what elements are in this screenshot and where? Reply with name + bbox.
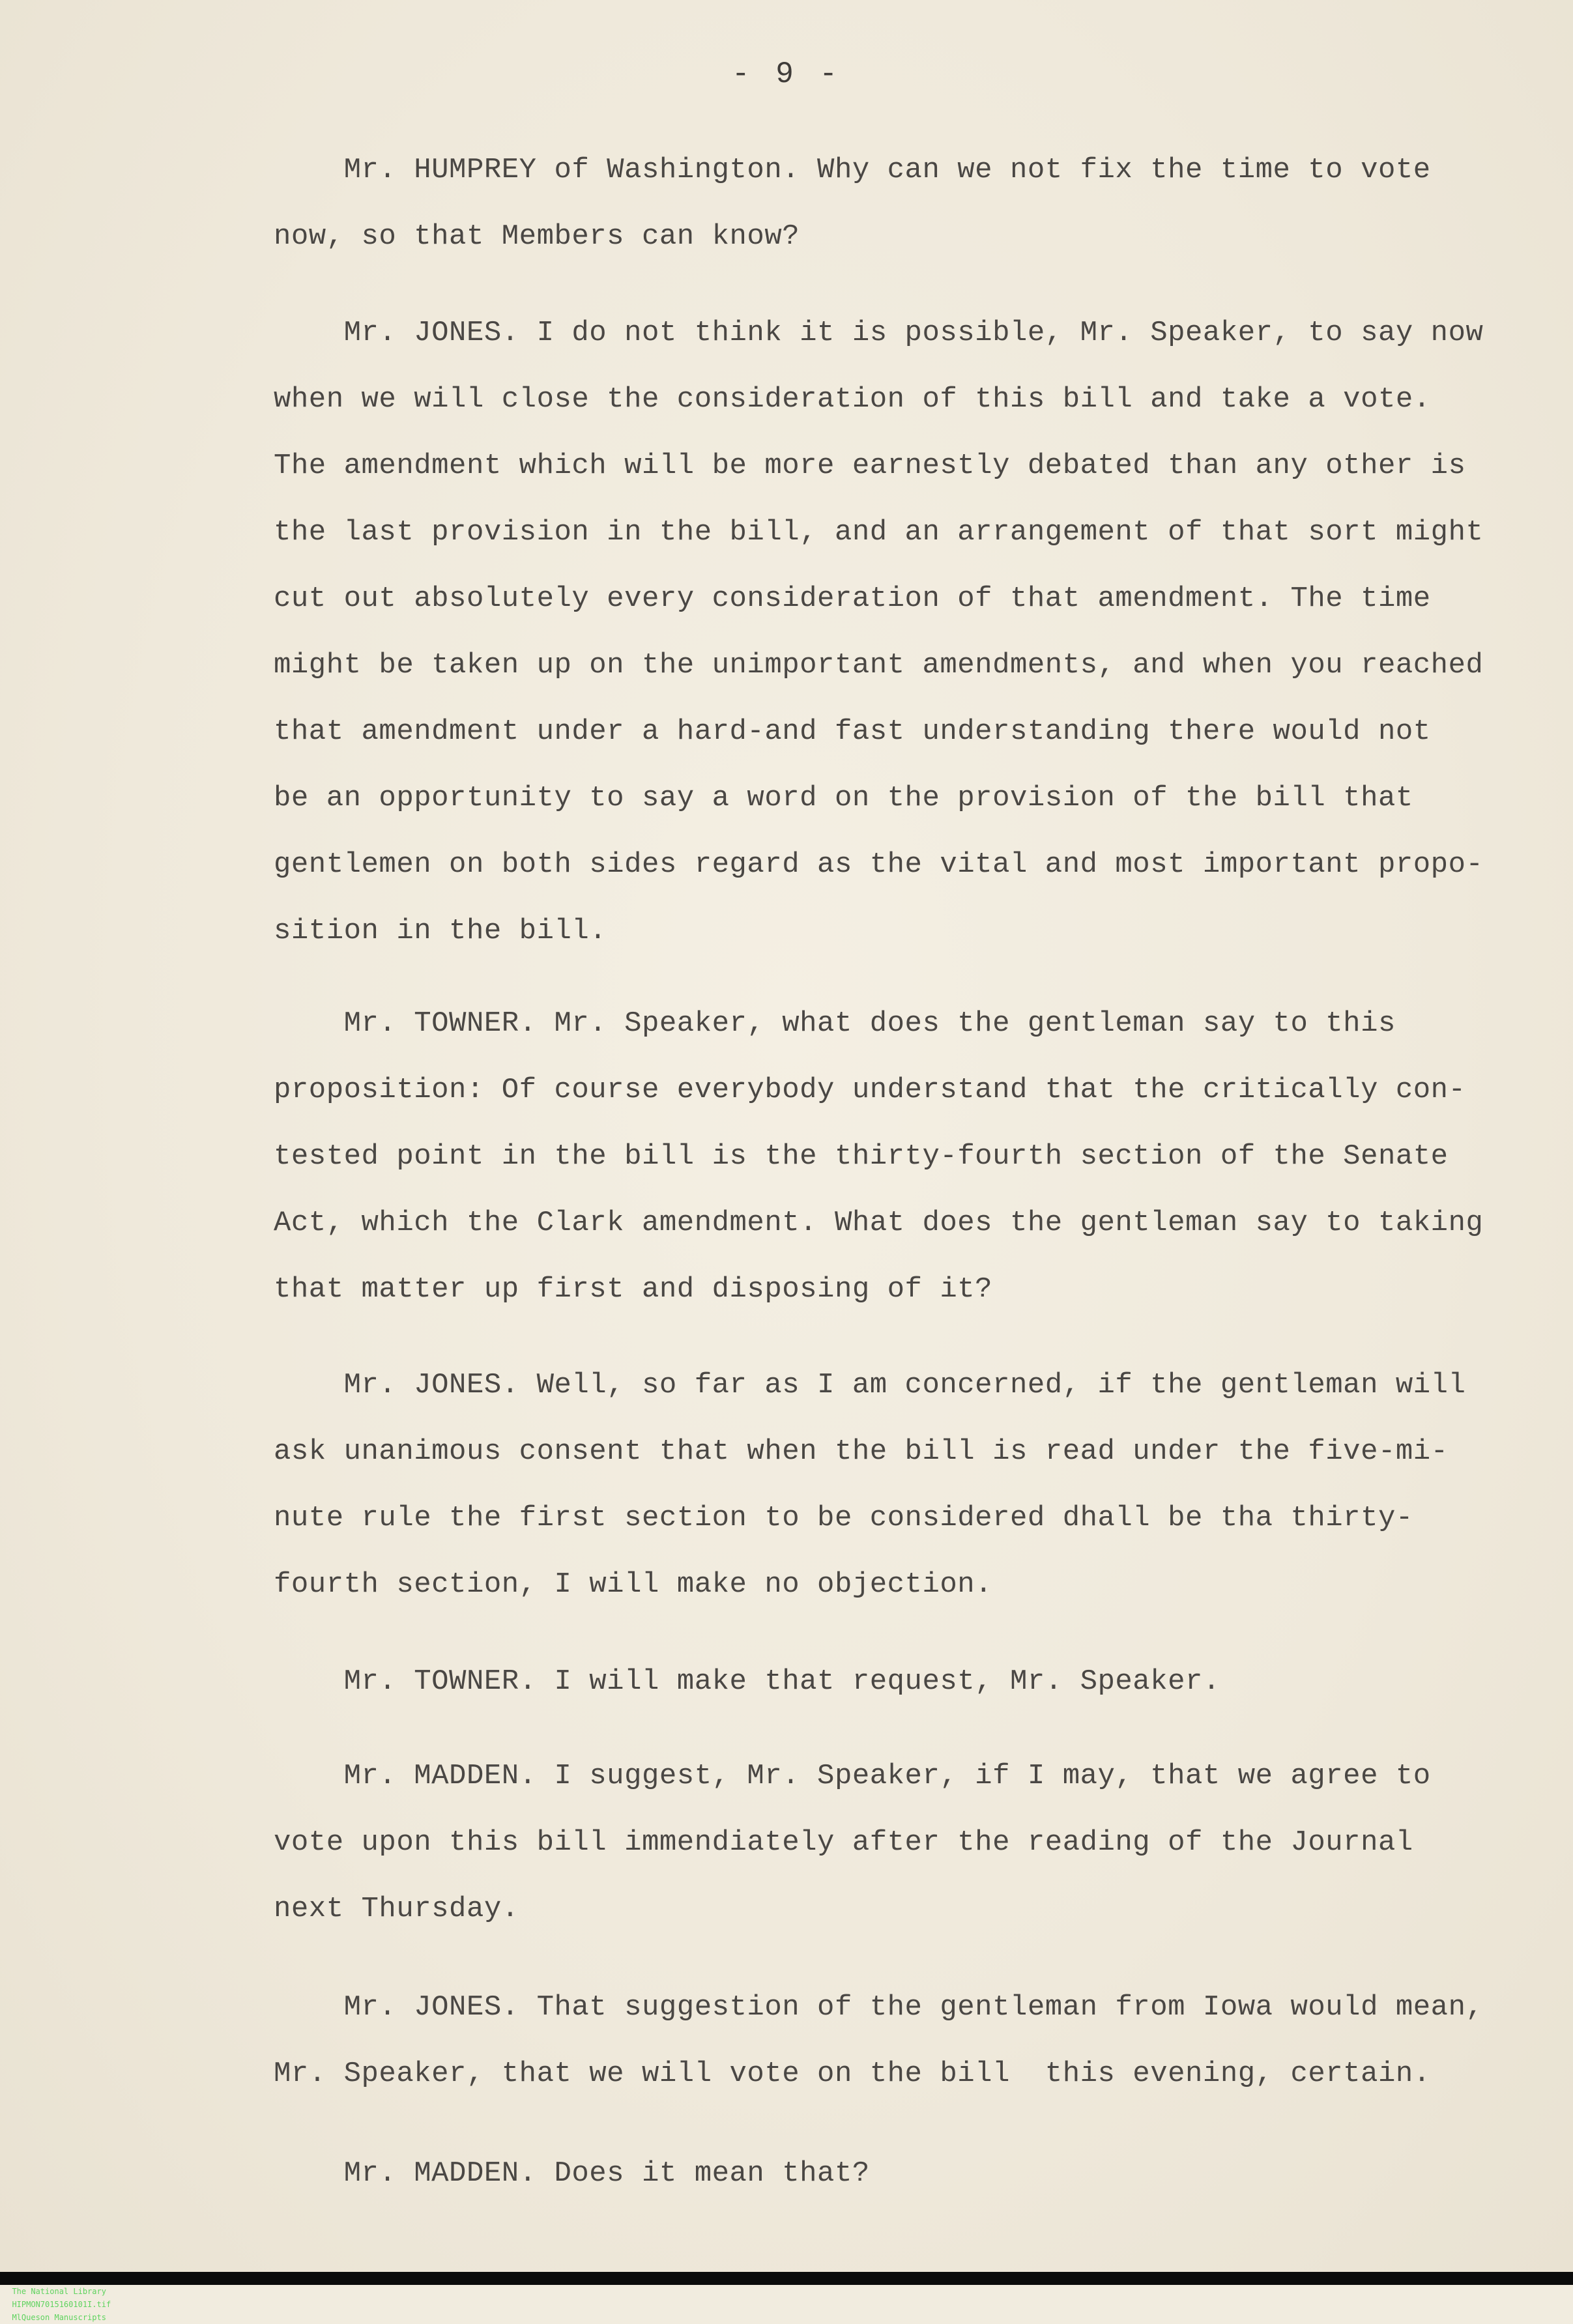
- text-line: now, so that Members can know?: [274, 220, 800, 253]
- text-line: that matter up first and disposing of it?: [274, 1273, 993, 1306]
- text-line: the last provision in the bill, and an arrangement of that sort might: [274, 516, 1484, 549]
- footer-file: HIPMON7015160101I.tif: [12, 2300, 111, 2309]
- paragraph-jones-1: [274, 300, 1484, 964]
- text-line: Act, which the Clark amendment. What does the gentleman say to taking: [274, 1207, 1484, 1239]
- scan-footer-bar: [0, 2272, 1573, 2322]
- text-line: when we will close the consideration of this bill and take a vote.: [274, 383, 1431, 416]
- text-line: Mr. HUMPREY of Washington. Why can we not fix the time to vote: [274, 154, 1431, 186]
- text-line: sition in the bill.: [274, 915, 607, 947]
- text-line: Mr. JONES. I do not think it is possible, Mr. Speaker, to say now: [274, 317, 1484, 349]
- paragraph-madden-1: [274, 1743, 1460, 1942]
- text-line: proposition: Of course everybody understand that the critically con-: [274, 1074, 1466, 1106]
- text-line: nute rule the first section to be considered dhall be tha thirty-: [274, 1502, 1413, 1534]
- text-line: gentlemen on both sides regard as the vital and most important propo-: [274, 848, 1484, 881]
- text-line: might be taken up on the unimportant amendments, and when you reached: [274, 649, 1484, 681]
- text-line: Mr. MADDEN. Does it mean that?: [274, 2157, 870, 2190]
- text-line: vote upon this bill immendiately after the reading of the Journal: [274, 1826, 1413, 1859]
- paragraph-towner-1: [274, 990, 1484, 1323]
- text-line: The amendment which will be more earnestly debated than any other is: [274, 450, 1466, 482]
- text-line: be an opportunity to say a word on the provision of the bill that: [274, 782, 1413, 814]
- footer-collection: MlQueson Manuscripts: [12, 2313, 106, 2322]
- text-line: Mr. JONES. Well, so far as I am concerned, if the gentleman will: [274, 1369, 1466, 1401]
- text-line: next Thursday.: [274, 1893, 519, 1925]
- text-line: ask unanimous consent that when the bill is read under the five-mi-: [274, 1435, 1449, 1468]
- text-line: that amendment under a hard-and fast understanding there would not: [274, 715, 1431, 748]
- paragraph-jones-3: [274, 1974, 1484, 2107]
- text-line: fourth section, I will make no objection.: [274, 1568, 993, 1601]
- text-line: tested point in the bill is the thirty-fourth section of the Senate: [274, 1140, 1449, 1173]
- text-line: Mr. JONES. That suggestion of the gentleman from Iowa would mean,: [274, 1991, 1484, 2024]
- text-line: Mr. Speaker, that we will vote on the bill this evening, certain.: [274, 2058, 1431, 2090]
- text-line: Mr. MADDEN. I suggest, Mr. Speaker, if I may, that we agree to: [274, 1760, 1431, 1792]
- footer-library: The National Library: [12, 2287, 106, 2296]
- paragraph-humprey: [274, 137, 1460, 270]
- text-line: cut out absolutely every consideration of that amendment. The time: [274, 582, 1431, 615]
- paragraph-towner-2: [274, 1648, 1460, 1715]
- paragraph-jones-2: [274, 1352, 1466, 1618]
- paragraph-madden-2: [274, 2140, 1460, 2207]
- text-line: Mr. TOWNER. I will make that request, Mr. Speaker.: [274, 1665, 1220, 1698]
- text-line: Mr. TOWNER. Mr. Speaker, what does the gentleman say to this: [274, 1007, 1396, 1040]
- page-number: - 9 -: [731, 57, 842, 91]
